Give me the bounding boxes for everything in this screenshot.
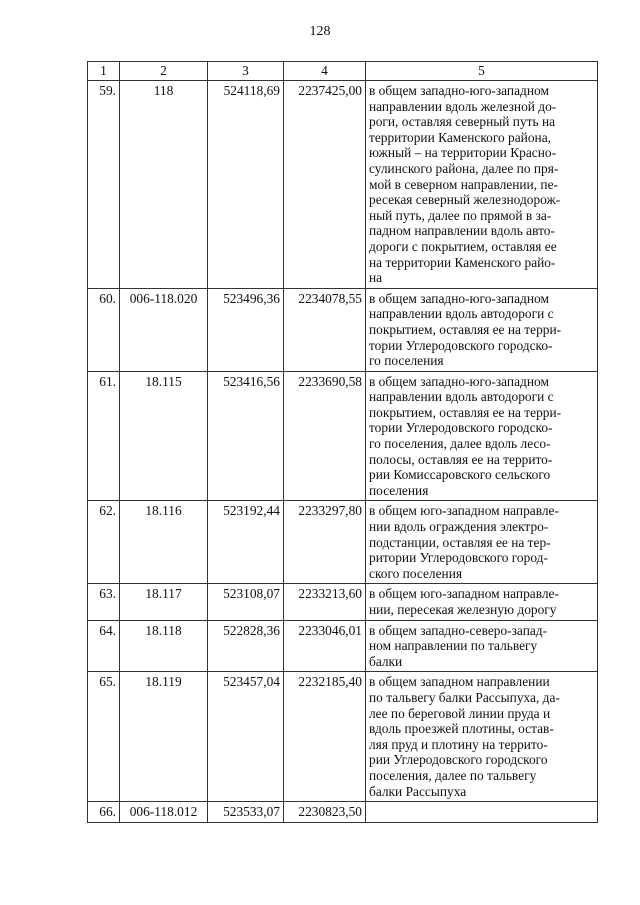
x-coordinate-cell: 523416,56 — [208, 371, 284, 501]
description-line: на территории Каменского райо- — [369, 254, 556, 270]
column-header: 4 — [284, 62, 366, 81]
point-id-cell: 18.116 — [120, 501, 208, 584]
x-coordinate-cell: 523192,44 — [208, 501, 284, 584]
description-line: покрытием, оставляя ее на терри- — [369, 321, 562, 337]
description-line: в общем юго-западном направле- — [369, 586, 559, 602]
description-line: вдоль проезжей плотины, остав- — [369, 721, 554, 737]
description-line: ляя пруд и плотину на террито- — [369, 736, 548, 752]
description-line: в общем западном направлении — [369, 674, 550, 690]
description-cell — [366, 672, 598, 802]
description-line: ского поселения — [369, 565, 463, 581]
y-coordinate-cell: 2233046,01 — [284, 620, 366, 672]
description-line: мой в северном направлении, пе- — [369, 176, 558, 192]
y-coordinate-cell: 2233297,80 — [284, 501, 366, 584]
description-line: нии, пересекая железную дорогу — [369, 602, 557, 617]
boundary-table — [87, 61, 598, 823]
description-line: на — [369, 270, 383, 286]
table-row — [88, 584, 598, 620]
description-line: тории Углеродовского городско- — [369, 337, 553, 353]
point-id-cell: 18.115 — [120, 371, 208, 501]
x-coordinate-cell: 523496,36 — [208, 288, 284, 371]
y-coordinate-cell: 2232185,40 — [284, 672, 366, 802]
x-coordinate-cell: 524118,69 — [208, 81, 284, 289]
description-line: в общем западно-юго-западном — [369, 83, 549, 98]
description-line: сулинского района, далее по пря- — [369, 160, 559, 176]
description-line: в общем западно-северо-запад- — [369, 622, 548, 638]
description-cell — [366, 620, 598, 672]
row-number-cell: 62. — [88, 501, 120, 584]
table-row — [88, 672, 598, 802]
description-line: направлении вдоль железной до- — [369, 98, 557, 114]
table-row — [88, 81, 598, 289]
description-line: падном направлении вдоль авто- — [369, 223, 555, 239]
y-coordinate-cell: 2237425,00 — [284, 81, 366, 289]
description-line: го поселения — [369, 353, 444, 369]
description-line: ный путь, далее по прямой в за- — [369, 207, 552, 223]
y-coordinate-cell: 2233690,58 — [284, 371, 366, 501]
description-cell — [366, 802, 598, 823]
column-header: 5 — [366, 62, 598, 81]
table-row — [88, 802, 598, 823]
description-line: по тальвегу балки Рассыпуха, да- — [369, 689, 560, 705]
row-number-cell: 63. — [88, 584, 120, 620]
description-line: ресекая северный железнодорож- — [369, 192, 561, 208]
description-line: покрытием, оставляя ее на терри- — [369, 404, 562, 420]
description-line: лее по береговой линии пруда и — [369, 705, 551, 721]
column-header: 2 — [120, 62, 208, 81]
x-coordinate-cell: 523457,04 — [208, 672, 284, 802]
table-header-row — [88, 62, 598, 81]
description-line: рии Углеродовского городского — [369, 752, 548, 768]
description-line: направлении вдоль автодороги с — [369, 389, 554, 405]
column-header: 1 — [88, 62, 120, 81]
description-line: рии Комиссаровского сельского — [369, 467, 551, 483]
table-row — [88, 371, 598, 501]
row-number-cell: 64. — [88, 620, 120, 672]
description-line: ритории Углеродовского город- — [369, 550, 548, 566]
description-line: нии вдоль ограждения электро- — [369, 519, 549, 535]
description-cell — [366, 81, 598, 289]
description-line: ном направлении по тальвегу — [369, 638, 538, 654]
x-coordinate-cell: 522828,36 — [208, 620, 284, 672]
description-line: балки — [369, 653, 403, 669]
x-coordinate-cell: 523533,07 — [208, 802, 284, 823]
page-number: 128 — [309, 24, 331, 39]
table-row — [88, 501, 598, 584]
description-line: направлении вдоль автодороги с — [369, 306, 554, 322]
column-header: 3 — [208, 62, 284, 81]
point-id-cell: 118 — [120, 81, 208, 289]
row-number-cell: 59. — [88, 81, 120, 289]
row-number-cell: 65. — [88, 672, 120, 802]
row-number-cell: 60. — [88, 288, 120, 371]
description-line: в общем западно-юго-западном — [369, 290, 549, 306]
description-line: подстанции, оставляя ее на тер- — [369, 534, 551, 550]
description-cell — [366, 288, 598, 371]
description-line: дороги с покрытием, оставляя ее — [369, 238, 557, 254]
description-cell — [366, 371, 598, 501]
description-line: полосы, оставляя ее на террито- — [369, 451, 553, 467]
description-line: поселения, далее по тальвегу — [369, 767, 537, 783]
description-line: поселения — [369, 482, 429, 498]
description-line: роги, оставляя северный путь на — [369, 114, 556, 130]
description-line: тории Углеродовского городско- — [369, 420, 553, 436]
description-line: территории Каменского района, — [369, 129, 552, 145]
row-number-cell: 66. — [88, 802, 120, 823]
table-row — [88, 288, 598, 371]
y-coordinate-cell: 2233213,60 — [284, 584, 366, 620]
description-line: го поселения, далее вдоль лесо- — [369, 436, 551, 452]
point-id-cell: 006-118.012 — [120, 802, 208, 823]
point-id-cell: 006-118.020 — [120, 288, 208, 371]
x-coordinate-cell: 523108,07 — [208, 584, 284, 620]
point-id-cell: 18.118 — [120, 620, 208, 672]
row-number-cell: 61. — [88, 371, 120, 501]
y-coordinate-cell: 2234078,55 — [284, 288, 366, 371]
description-line: в общем юго-западном направле- — [369, 503, 559, 519]
point-id-cell: 18.119 — [120, 672, 208, 802]
description-line: балки Рассыпуха — [369, 783, 467, 799]
description-cell — [366, 584, 598, 620]
description-line: южный – на территории Красно- — [369, 145, 557, 161]
point-id-cell: 18.117 — [120, 584, 208, 620]
table-row — [88, 620, 598, 672]
description-line: в общем западно-юго-западном — [369, 373, 549, 389]
description-cell — [366, 501, 598, 584]
y-coordinate-cell: 2230823,50 — [284, 802, 366, 823]
